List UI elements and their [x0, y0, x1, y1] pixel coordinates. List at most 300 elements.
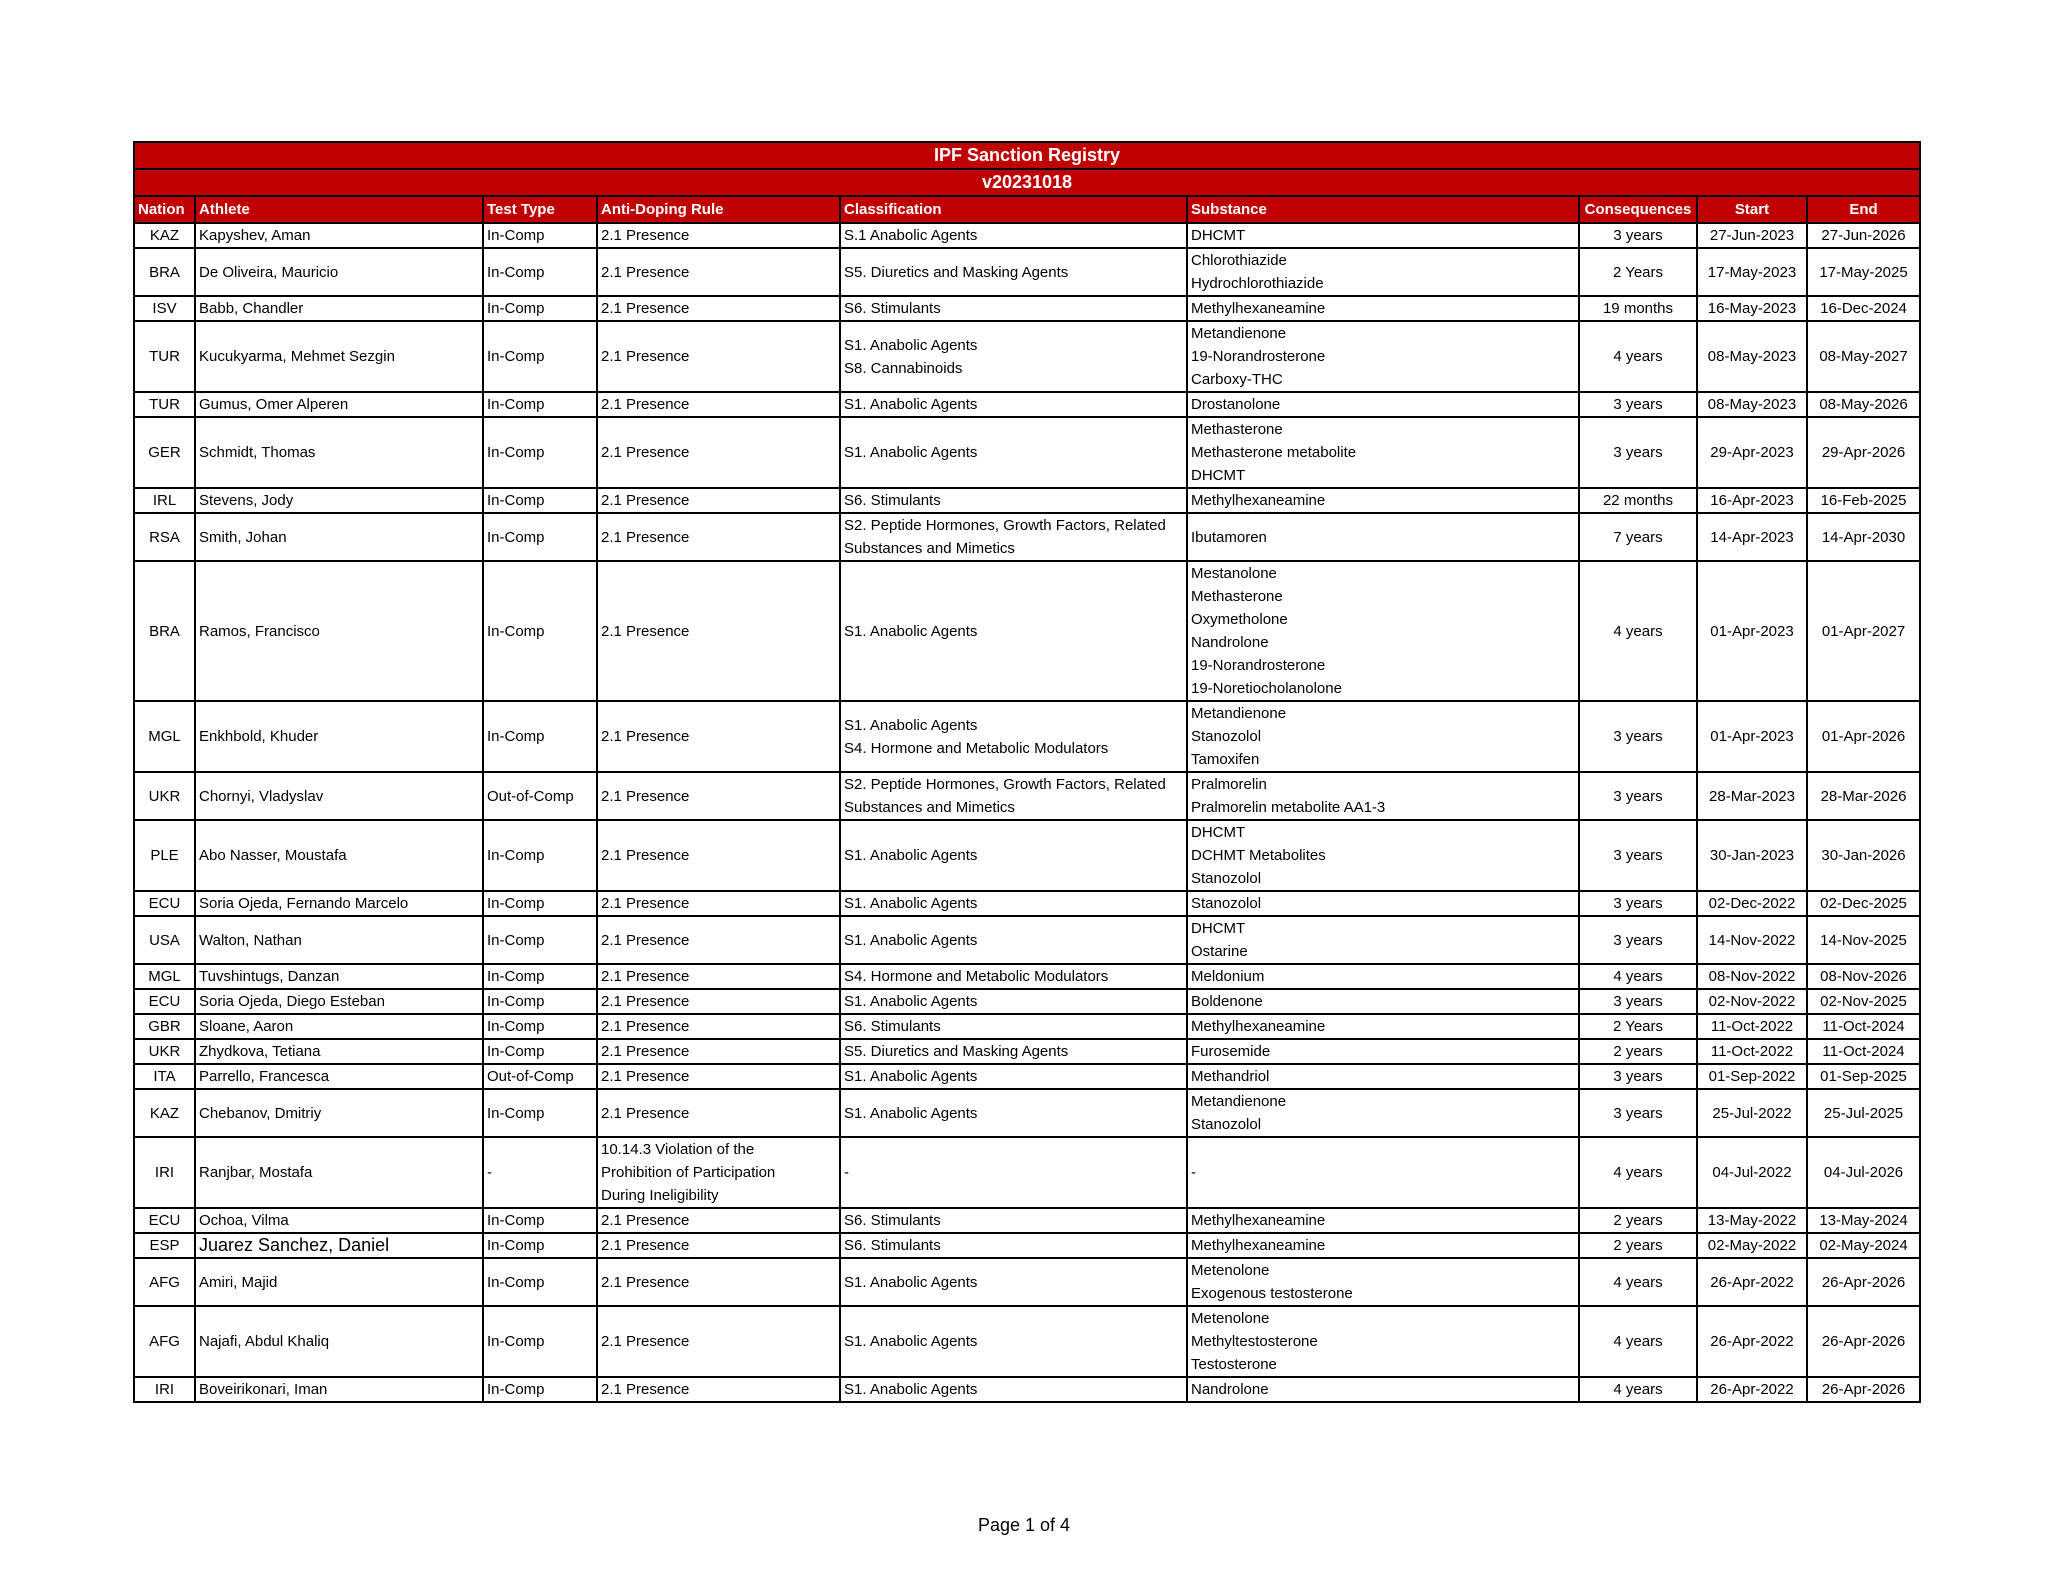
test-type-cell: In-Comp — [483, 1233, 597, 1258]
substance-cell — [1187, 1208, 1579, 1233]
registry-body — [134, 223, 1920, 1402]
end-date-cell: 01-Sep-2025 — [1807, 1064, 1920, 1089]
rule-cell-line: 2.1 Presence — [601, 1273, 690, 1291]
rule-cell-line: 2.1 Presence — [601, 263, 690, 281]
table-row — [134, 701, 1920, 772]
athlete-cell: Kapyshev, Aman — [195, 223, 483, 248]
registry-version: v20231018 — [134, 169, 1920, 196]
classification-cell-line: S1. Anabolic Agents — [844, 336, 978, 354]
end-date-cell: 29-Apr-2026 — [1807, 417, 1920, 488]
nation-cell: KAZ — [134, 1089, 195, 1137]
consequences-cell: 3 years — [1579, 223, 1697, 248]
end-date-cell: 11-Oct-2024 — [1807, 1039, 1920, 1064]
substance-cell — [1187, 1306, 1579, 1377]
end-date-cell: 02-May-2024 — [1807, 1233, 1920, 1258]
rule-cell — [597, 1377, 840, 1402]
table-row — [134, 321, 1920, 392]
substance-cell — [1187, 1258, 1579, 1306]
table-row — [134, 296, 1920, 321]
end-date-cell: 08-Nov-2026 — [1807, 964, 1920, 989]
rule-cell — [597, 1258, 840, 1306]
end-date-cell: 27-Jun-2026 — [1807, 223, 1920, 248]
consequences-cell: 3 years — [1579, 1089, 1697, 1137]
rule-cell — [597, 891, 840, 916]
athlete-cell: Babb, Chandler — [195, 296, 483, 321]
substance-cell-line: Ostarine — [1191, 943, 1248, 960]
classification-cell-line: - — [844, 1164, 849, 1181]
column-header-end: End — [1807, 196, 1920, 223]
classification-cell — [840, 891, 1187, 916]
test-type-cell: - — [483, 1137, 597, 1208]
end-date-cell: 26-Apr-2026 — [1807, 1306, 1920, 1377]
classification-cell-line: S1. Anabolic Agents — [844, 1104, 978, 1122]
classification-cell-line: S.1 Anabolic Agents — [844, 227, 978, 244]
table-row — [134, 1137, 1920, 1208]
classification-cell-line: S1. Anabolic Agents — [844, 716, 978, 734]
substance-cell-line: Pralmorelin metabolite AA1-3 — [1191, 799, 1386, 816]
rule-cell — [597, 916, 840, 964]
substance-cell — [1187, 891, 1579, 916]
classification-cell — [840, 916, 1187, 964]
classification-cell — [840, 1064, 1187, 1089]
rule-cell-line: 2.1 Presence — [601, 348, 690, 365]
column-header-rule: Anti-Doping Rule — [597, 196, 840, 223]
nation-cell: UKR — [134, 1039, 195, 1064]
athlete-cell: Tuvshintugs, Danzan — [195, 964, 483, 989]
end-date-cell: 02-Nov-2025 — [1807, 989, 1920, 1014]
column-header-nation: Nation — [134, 196, 195, 223]
rule-cell-line: During Ineligibility — [601, 1187, 719, 1204]
athlete-cell: Ochoa, Vilma — [195, 1208, 483, 1233]
nation-cell: TUR — [134, 321, 195, 392]
athlete-cell: Boveirikonari, Iman — [195, 1377, 483, 1402]
classification-cell-line: S6. Stimulants — [844, 492, 941, 509]
classification-cell — [840, 1258, 1187, 1306]
substance-cell — [1187, 296, 1579, 321]
substance-cell-line: Stanozolol — [1191, 728, 1262, 745]
column-header-substance: Substance — [1187, 196, 1579, 223]
start-date-cell: 14-Nov-2022 — [1697, 916, 1807, 964]
consequences-cell: 3 years — [1579, 701, 1697, 772]
table-row — [134, 964, 1920, 989]
end-date-cell: 11-Oct-2024 — [1807, 1014, 1920, 1039]
rule-cell — [597, 417, 840, 488]
classification-cell — [840, 488, 1187, 513]
substance-cell-line: Nandrolone — [1191, 1381, 1269, 1398]
nation-cell: IRI — [134, 1137, 195, 1208]
substance-cell-line: Tamoxifen — [1191, 751, 1260, 768]
classification-cell-line: S1. Anabolic Agents — [844, 1381, 978, 1398]
athlete-cell: Parrello, Francesca — [195, 1064, 483, 1089]
athlete-cell: Chornyi, Vladyslav — [195, 772, 483, 820]
substance-cell-line: Ibutamoren — [1191, 528, 1267, 546]
athlete-cell: Juarez Sanchez, Daniel — [195, 1233, 483, 1258]
nation-cell: TUR — [134, 392, 195, 417]
rule-cell-line: 2.1 Presence — [601, 622, 690, 640]
substance-cell-line: Furosemide — [1191, 1043, 1271, 1060]
test-type-cell: In-Comp — [483, 1377, 597, 1402]
substance-cell-line: DHCMT — [1191, 467, 1246, 484]
substance-cell-line: Chlorothiazide — [1191, 252, 1287, 269]
rule-cell-line: 2.1 Presence — [601, 1018, 690, 1035]
start-date-cell: 16-Apr-2023 — [1697, 488, 1807, 513]
column-header-consequences: Consequences — [1579, 196, 1697, 223]
consequences-cell: 4 years — [1579, 1306, 1697, 1377]
classification-cell-line: S6. Stimulants — [844, 1212, 941, 1229]
table-row — [134, 1089, 1920, 1137]
test-type-cell: In-Comp — [483, 701, 597, 772]
nation-cell: IRL — [134, 488, 195, 513]
rule-cell-line: 2.1 Presence — [601, 895, 690, 912]
classification-cell-line: S1. Anabolic Agents — [844, 622, 978, 640]
end-date-cell: 08-May-2027 — [1807, 321, 1920, 392]
rule-cell-line: 2.1 Presence — [601, 728, 690, 745]
nation-cell: ECU — [134, 1208, 195, 1233]
consequences-cell: 7 years — [1579, 513, 1697, 561]
substance-cell — [1187, 1377, 1579, 1402]
rule-cell-line: 2.1 Presence — [601, 1381, 690, 1398]
classification-cell-line: S2. Peptide Hormones, Growth Factors, Related — [844, 517, 1166, 534]
start-date-cell: 08-May-2023 — [1697, 392, 1807, 417]
substance-cell — [1187, 1233, 1579, 1258]
classification-cell-line: S8. Cannabinoids — [844, 359, 963, 377]
classification-cell-line: S6. Stimulants — [844, 300, 941, 317]
end-date-cell: 08-May-2026 — [1807, 392, 1920, 417]
rule-cell-line: 2.1 Presence — [601, 300, 690, 317]
start-date-cell: 14-Apr-2023 — [1697, 513, 1807, 561]
table-row — [134, 916, 1920, 964]
end-date-cell: 30-Jan-2026 — [1807, 820, 1920, 891]
substance-cell — [1187, 772, 1579, 820]
end-date-cell: 17-May-2025 — [1807, 248, 1920, 296]
test-type-cell: In-Comp — [483, 964, 597, 989]
rule-cell — [597, 248, 840, 296]
test-type-cell: In-Comp — [483, 916, 597, 964]
substance-cell-line: Stanozolol — [1191, 895, 1262, 912]
substance-cell-line: - — [1191, 1164, 1196, 1181]
end-date-cell: 01-Apr-2026 — [1807, 701, 1920, 772]
rule-cell — [597, 1233, 840, 1258]
athlete-cell: Ramos, Francisco — [195, 561, 483, 701]
start-date-cell: 01-Apr-2023 — [1697, 561, 1807, 701]
classification-cell — [840, 321, 1187, 392]
end-date-cell: 14-Nov-2025 — [1807, 916, 1920, 964]
classification-cell — [840, 1014, 1187, 1039]
start-date-cell: 13-May-2022 — [1697, 1208, 1807, 1233]
nation-cell: ITA — [134, 1064, 195, 1089]
nation-cell: KAZ — [134, 223, 195, 248]
rule-cell — [597, 321, 840, 392]
substance-cell-line: Metandienone — [1191, 705, 1287, 722]
substance-cell-line: Oxymetholone — [1191, 611, 1288, 628]
sanction-registry-table — [133, 141, 1921, 1403]
substance-cell-line: Hydrochlorothiazide — [1191, 275, 1324, 292]
consequences-cell: 3 years — [1579, 891, 1697, 916]
consequences-cell: 22 months — [1579, 488, 1697, 513]
rule-cell-line: 2.1 Presence — [601, 931, 690, 949]
substance-cell-line: Methylhexaneamine — [1191, 492, 1326, 509]
rule-cell — [597, 1137, 840, 1208]
rule-cell-line: 2.1 Presence — [601, 1212, 690, 1229]
substance-cell-line: Stanozolol — [1191, 1116, 1262, 1133]
column-header-start: Start — [1697, 196, 1807, 223]
consequences-cell: 4 years — [1579, 321, 1697, 392]
athlete-cell: Stevens, Jody — [195, 488, 483, 513]
rule-cell-line: 2.1 Presence — [601, 396, 690, 413]
test-type-cell: In-Comp — [483, 223, 597, 248]
substance-cell — [1187, 916, 1579, 964]
substance-cell-line: 19-Noretiocholanolone — [1191, 680, 1342, 697]
classification-cell-line: S1. Anabolic Agents — [844, 1273, 978, 1291]
table-row — [134, 1039, 1920, 1064]
classification-cell-line: S6. Stimulants — [844, 1018, 941, 1035]
table-row — [134, 392, 1920, 417]
test-type-cell: In-Comp — [483, 321, 597, 392]
consequences-cell: 3 years — [1579, 772, 1697, 820]
table-row — [134, 989, 1920, 1014]
rule-cell — [597, 1014, 840, 1039]
substance-cell-line: Methasterone metabolite — [1191, 444, 1357, 461]
end-date-cell: 16-Dec-2024 — [1807, 296, 1920, 321]
athlete-cell: Gumus, Omer Alperen — [195, 392, 483, 417]
classification-cell — [840, 772, 1187, 820]
athlete-cell: Amiri, Majid — [195, 1258, 483, 1306]
substance-cell-line: 19-Norandrosterone — [1191, 657, 1326, 674]
rule-cell-line: 10.14.3 Violation of the — [601, 1141, 755, 1158]
classification-cell-line: S4. Hormone and Metabolic Modulators — [844, 739, 1109, 757]
substance-cell-line: Metandienone — [1191, 1093, 1287, 1110]
rule-cell-line: 2.1 Presence — [601, 528, 690, 546]
start-date-cell: 02-Nov-2022 — [1697, 989, 1807, 1014]
test-type-cell: In-Comp — [483, 1089, 597, 1137]
consequences-cell: 3 years — [1579, 916, 1697, 964]
substance-cell-line: Methasterone — [1191, 588, 1283, 605]
test-type-cell: In-Comp — [483, 392, 597, 417]
classification-cell-line: S1. Anabolic Agents — [844, 396, 978, 413]
end-date-cell: 26-Apr-2026 — [1807, 1258, 1920, 1306]
consequences-cell: 3 years — [1579, 820, 1697, 891]
test-type-cell: In-Comp — [483, 1039, 597, 1064]
substance-cell — [1187, 417, 1579, 488]
substance-cell — [1187, 701, 1579, 772]
consequences-cell: 2 years — [1579, 1208, 1697, 1233]
substance-cell-line: Methandriol — [1191, 1068, 1270, 1085]
consequences-cell: 4 years — [1579, 1377, 1697, 1402]
start-date-cell: 01-Sep-2022 — [1697, 1064, 1807, 1089]
substance-cell-line: Exogenous testosterone — [1191, 1285, 1353, 1302]
substance-cell — [1187, 223, 1579, 248]
rule-cell-line: 2.1 Presence — [601, 1068, 690, 1085]
test-type-cell: In-Comp — [483, 296, 597, 321]
substance-cell-line: DHCMT — [1191, 920, 1246, 937]
athlete-cell: Walton, Nathan — [195, 916, 483, 964]
athlete-cell: Smith, Johan — [195, 513, 483, 561]
nation-cell: ECU — [134, 891, 195, 916]
substance-cell-line: Drostanolone — [1191, 396, 1281, 413]
table-row — [134, 1233, 1920, 1258]
rule-cell-line: 2.1 Presence — [601, 993, 690, 1010]
nation-cell: AFG — [134, 1306, 195, 1377]
rule-cell — [597, 989, 840, 1014]
rule-cell — [597, 488, 840, 513]
classification-cell — [840, 1306, 1187, 1377]
classification-cell — [840, 417, 1187, 488]
classification-cell — [840, 561, 1187, 701]
substance-cell-line: Metandienone — [1191, 325, 1287, 342]
substance-cell — [1187, 820, 1579, 891]
classification-cell-line: S1. Anabolic Agents — [844, 1068, 978, 1085]
substance-cell — [1187, 964, 1579, 989]
test-type-cell: In-Comp — [483, 248, 597, 296]
substance-cell — [1187, 1039, 1579, 1064]
consequences-cell: 4 years — [1579, 561, 1697, 701]
table-row — [134, 417, 1920, 488]
classification-cell-line: S1. Anabolic Agents — [844, 895, 978, 912]
start-date-cell: 11-Oct-2022 — [1697, 1039, 1807, 1064]
nation-cell: BRA — [134, 248, 195, 296]
test-type-cell: In-Comp — [483, 1258, 597, 1306]
start-date-cell: 29-Apr-2023 — [1697, 417, 1807, 488]
classification-cell — [840, 223, 1187, 248]
test-type-cell: In-Comp — [483, 1208, 597, 1233]
athlete-cell: Soria Ojeda, Fernando Marcelo — [195, 891, 483, 916]
test-type-cell: Out-of-Comp — [483, 1064, 597, 1089]
substance-cell-line: Pralmorelin — [1191, 776, 1267, 793]
classification-cell-line: Substances and Mimetics — [844, 799, 1015, 816]
rule-cell-line: 2.1 Presence — [601, 492, 690, 509]
column-header-test-type: Test Type — [483, 196, 597, 223]
start-date-cell: 08-May-2023 — [1697, 321, 1807, 392]
rule-cell-line: 2.1 Presence — [601, 1043, 690, 1060]
substance-cell — [1187, 1137, 1579, 1208]
test-type-cell: In-Comp — [483, 417, 597, 488]
rule-cell — [597, 561, 840, 701]
start-date-cell: 16-May-2023 — [1697, 296, 1807, 321]
start-date-cell: 17-May-2023 — [1697, 248, 1807, 296]
classification-cell — [840, 1137, 1187, 1208]
classification-cell — [840, 1377, 1187, 1402]
athlete-cell: Zhydkova, Tetiana — [195, 1039, 483, 1064]
table-row — [134, 248, 1920, 296]
athlete-cell: Kucukyarma, Mehmet Sezgin — [195, 321, 483, 392]
substance-cell — [1187, 1014, 1579, 1039]
classification-cell-line: S1. Anabolic Agents — [844, 931, 978, 949]
classification-cell — [840, 820, 1187, 891]
table-row — [134, 1014, 1920, 1039]
athlete-cell: Chebanov, Dmitriy — [195, 1089, 483, 1137]
athlete-cell: Abo Nasser, Moustafa — [195, 820, 483, 891]
start-date-cell: 11-Oct-2022 — [1697, 1014, 1807, 1039]
substance-cell — [1187, 248, 1579, 296]
table-row — [134, 772, 1920, 820]
nation-cell: ISV — [134, 296, 195, 321]
rule-cell — [597, 513, 840, 561]
classification-cell — [840, 392, 1187, 417]
column-header-athlete: Athlete — [195, 196, 483, 223]
start-date-cell: 26-Apr-2022 — [1697, 1306, 1807, 1377]
end-date-cell: 14-Apr-2030 — [1807, 513, 1920, 561]
rule-cell-line: 2.1 Presence — [601, 787, 690, 805]
consequences-cell: 3 years — [1579, 989, 1697, 1014]
athlete-cell: Najafi, Abdul Khaliq — [195, 1306, 483, 1377]
start-date-cell: 08-Nov-2022 — [1697, 964, 1807, 989]
substance-cell — [1187, 561, 1579, 701]
classification-cell-line: S1. Anabolic Agents — [844, 444, 978, 461]
rule-cell-line: 2.1 Presence — [601, 1104, 690, 1122]
rule-cell — [597, 820, 840, 891]
substance-cell-line: Meldonium — [1191, 968, 1265, 985]
start-date-cell: 30-Jan-2023 — [1697, 820, 1807, 891]
athlete-cell: Sloane, Aaron — [195, 1014, 483, 1039]
start-date-cell: 25-Jul-2022 — [1697, 1089, 1807, 1137]
rule-cell — [597, 296, 840, 321]
table-row — [134, 1208, 1920, 1233]
rule-cell-line: 2.1 Presence — [601, 227, 690, 244]
substance-cell-line: Metenolone — [1191, 1262, 1270, 1279]
substance-cell — [1187, 1089, 1579, 1137]
substance-cell — [1187, 1064, 1579, 1089]
test-type-cell: In-Comp — [483, 513, 597, 561]
substance-cell-line: Methylhexaneamine — [1191, 1237, 1326, 1254]
start-date-cell: 02-Dec-2022 — [1697, 891, 1807, 916]
classification-cell — [840, 513, 1187, 561]
classification-cell — [840, 964, 1187, 989]
nation-cell: GER — [134, 417, 195, 488]
consequences-cell: 2 Years — [1579, 248, 1697, 296]
substance-cell-line: Testosterone — [1191, 1356, 1277, 1373]
nation-cell: PLE — [134, 820, 195, 891]
substance-cell-line: 19-Norandrosterone — [1191, 348, 1326, 365]
test-type-cell: In-Comp — [483, 820, 597, 891]
rule-cell — [597, 1039, 840, 1064]
table-row — [134, 513, 1920, 561]
consequences-cell: 4 years — [1579, 964, 1697, 989]
substance-cell-line: Methylhexaneamine — [1191, 300, 1326, 317]
start-date-cell: 26-Apr-2022 — [1697, 1377, 1807, 1402]
substance-cell-line: Methasterone — [1191, 421, 1283, 438]
rule-cell — [597, 392, 840, 417]
nation-cell: MGL — [134, 701, 195, 772]
nation-cell: AFG — [134, 1258, 195, 1306]
rule-cell — [597, 1306, 840, 1377]
classification-cell-line: S6. Stimulants — [844, 1237, 941, 1254]
test-type-cell: In-Comp — [483, 1014, 597, 1039]
substance-cell-line: DHCMT — [1191, 227, 1246, 244]
classification-cell — [840, 1089, 1187, 1137]
classification-cell — [840, 701, 1187, 772]
consequences-cell: 2 Years — [1579, 1014, 1697, 1039]
consequences-cell: 4 years — [1579, 1137, 1697, 1208]
substance-cell-line: Stanozolol — [1191, 870, 1262, 887]
nation-cell: MGL — [134, 964, 195, 989]
table-row — [134, 1064, 1920, 1089]
classification-cell-line: S5. Diuretics and Masking Agents — [844, 263, 1069, 281]
start-date-cell: 28-Mar-2023 — [1697, 772, 1807, 820]
substance-cell — [1187, 321, 1579, 392]
substance-cell — [1187, 488, 1579, 513]
start-date-cell: 01-Apr-2023 — [1697, 701, 1807, 772]
substance-cell — [1187, 513, 1579, 561]
rule-cell-line: 2.1 Presence — [601, 1237, 690, 1254]
rule-cell — [597, 1064, 840, 1089]
rule-cell-line: Prohibition of Participation — [601, 1164, 776, 1181]
classification-cell-line: S4. Hormone and Metabolic Modulators — [844, 968, 1109, 985]
registry-title: IPF Sanction Registry — [134, 142, 1920, 169]
test-type-cell: In-Comp — [483, 891, 597, 916]
classification-cell — [840, 296, 1187, 321]
table-row — [134, 1377, 1920, 1402]
consequences-cell: 3 years — [1579, 1064, 1697, 1089]
